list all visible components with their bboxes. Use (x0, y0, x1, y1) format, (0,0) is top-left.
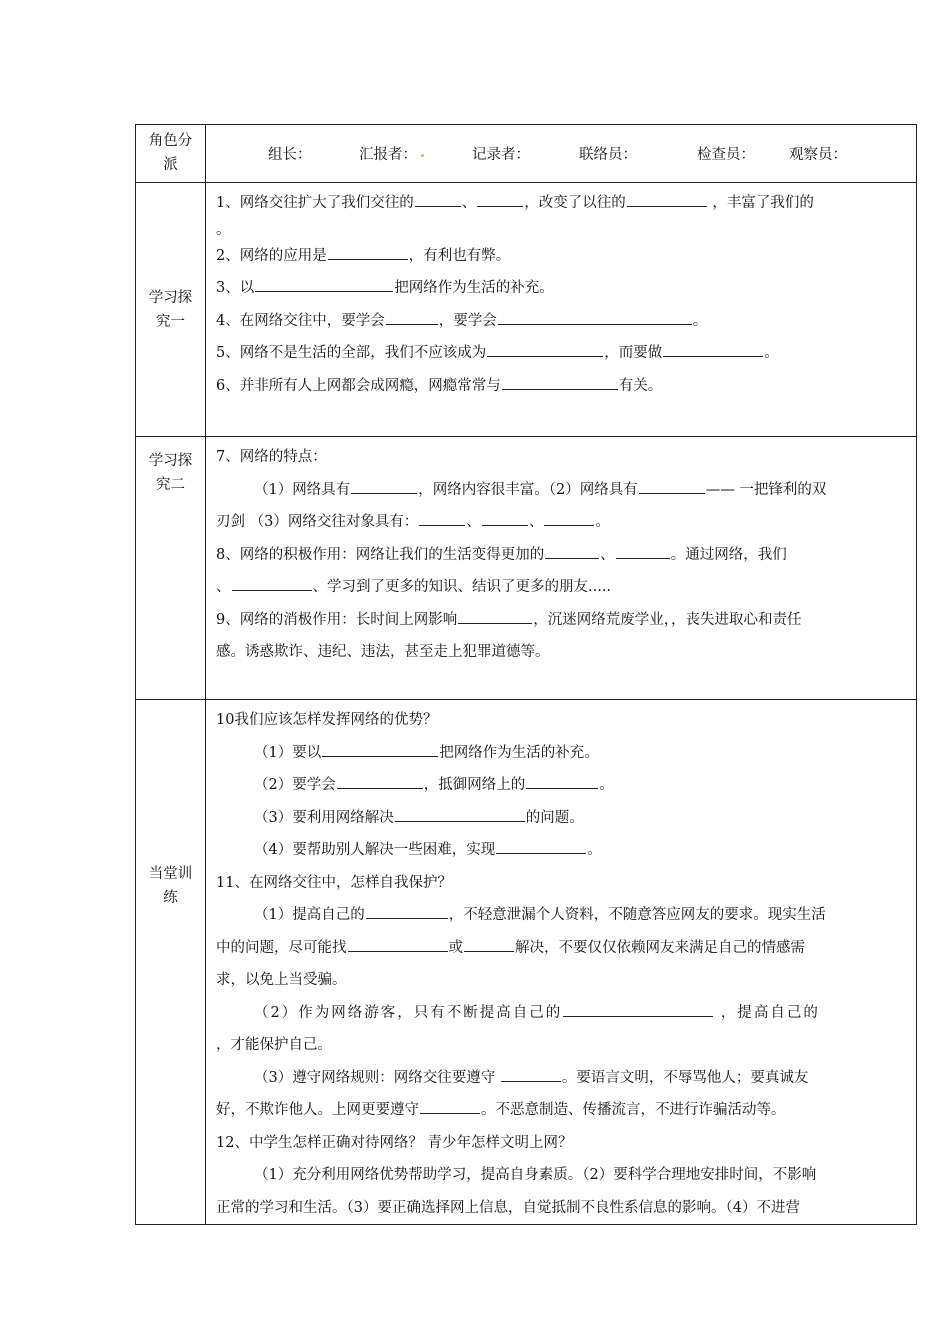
section3-questions (206, 700, 916, 1224)
question-7-line2: 刃剑 （3）网络交往对象具有： 、 、 。 (216, 506, 908, 539)
question-11-1: （1）提高自己的 ，不轻意泄漏个人资料，不随意答应网友的要求。现实生活 (216, 899, 908, 932)
section1-questions (206, 183, 916, 402)
section3-label: 当堂训练 (148, 866, 193, 906)
question-10-1: （1）要以 把网络作为生活的补充。 (216, 737, 908, 770)
question-11-2: （2）作为网络游客，只有不断提高自己的 ，提高自己的 (216, 997, 908, 1030)
section1-label-cell (136, 183, 206, 437)
question-3: 3、以 把网络作为生活的补充。 (216, 272, 908, 305)
question-11: 11、在网络交往中，怎样自我保护？ (216, 874, 452, 891)
question-10-4: （4）要帮助别人解决一些困难，实现 。 (216, 834, 908, 867)
roles-label-cell (136, 125, 206, 183)
question-11-2-line2: ，才能保护自己。 (216, 1037, 332, 1053)
section2-label: 学习探究二 (148, 453, 193, 493)
section2-row (136, 437, 917, 700)
section1-row (136, 183, 917, 437)
question-8: 8、网络的积极作用：网络让我们的生活变得更加的 、 。通过网络，我们 (216, 539, 908, 572)
question-2: 2、网络的应用是 ，有利也有弊。 (216, 240, 908, 273)
roles-label: 角色分派 (148, 133, 193, 173)
question-11-1-line2: 中的问题，尽可能找 或 解决，不要仅仅依赖网友来满足自己的情感需 (216, 932, 908, 965)
question-11-3: （3）遵守网络规则：网络交往要遵守 。要语言文明，不辱骂他人；要真诚友 (216, 1062, 908, 1095)
role-checker: 检查员： (697, 147, 755, 163)
question-12: 12、中学生怎样正确对待网络？ 青少年怎样文明上网？ (216, 1134, 573, 1151)
question-11-3-line2: 好，不欺诈他人。上网更要遵守 。不恶意制造、传播流言，不进行诈骗活动等。 (216, 1094, 908, 1127)
question-4: 4、在网络交往中，要学会 ，要学会 。 (216, 305, 908, 338)
role-reporter: 汇报者： (359, 143, 472, 164)
question-10-2: （2）要学会 ，抵御网络上的 。 (216, 769, 908, 802)
section2-label-cell (136, 437, 206, 700)
question-6: 6、并非所有人上网都会成网瘾，网瘾常常与 有关。 (216, 370, 908, 403)
section3-content-cell (206, 700, 917, 1225)
roles-content-cell (206, 125, 917, 183)
role-leader: 组长： (268, 147, 312, 163)
question-12-line1: （1）充分利用网络优势帮助学习，提高自身素质。（2）要科学合理地安排时间，不影响 (254, 1167, 817, 1183)
roles-list (206, 125, 916, 182)
question-9-line2: 感。诱惑欺诈、违纪、违法，甚至走上犯罪道德等。 (216, 644, 550, 660)
question-8-line2: 、 、学习到了更多的知识、结识了更多的朋友..... (216, 571, 908, 604)
question-9: 9、网络的消极作用：长时间上网影响 ，沉迷网络荒废学业，，丧失进取心和责任 (216, 604, 908, 637)
role-liaison: 联络员： (579, 147, 637, 163)
question-1: 1、网络交往扩大了我们交往的 、 ，改变了以往的 ，丰富了我们的 (216, 187, 908, 220)
question-7: 7、网络的特点： (216, 449, 327, 465)
roles-row (136, 125, 917, 183)
role-recorder: 记录者： (472, 147, 530, 163)
section2-questions (206, 437, 916, 669)
section1-label: 学习探究一 (148, 289, 193, 330)
question-5: 5、网络不是生活的全部，我们不应该成为 ，而要做 。 (216, 337, 908, 370)
section3-row (136, 700, 917, 1225)
role-observer: 观察员： (789, 147, 847, 163)
section1-content-cell (206, 183, 917, 437)
question-10-3: （3）要利用网络解决 的问题。 (216, 802, 908, 835)
question-10: 10我们应该怎样发挥网络的优势？ (216, 712, 438, 728)
question-12-line2: 正常的学习和生活。（3）要正确选择网上信息，自觉抵制不良性系信息的影响。（4）不进营 (216, 1199, 800, 1216)
question-1-end: 。 (216, 221, 231, 238)
question-11-1-line3: 求，以免上当受骗。 (216, 972, 347, 988)
question-7-line1: （1）网络具有 ，网络内容很丰富。（2）网络具有 —— 一把锋利的双 (216, 474, 908, 507)
worksheet-table (135, 124, 917, 1225)
section3-label-cell (136, 700, 206, 1225)
section2-content-cell (206, 437, 917, 700)
